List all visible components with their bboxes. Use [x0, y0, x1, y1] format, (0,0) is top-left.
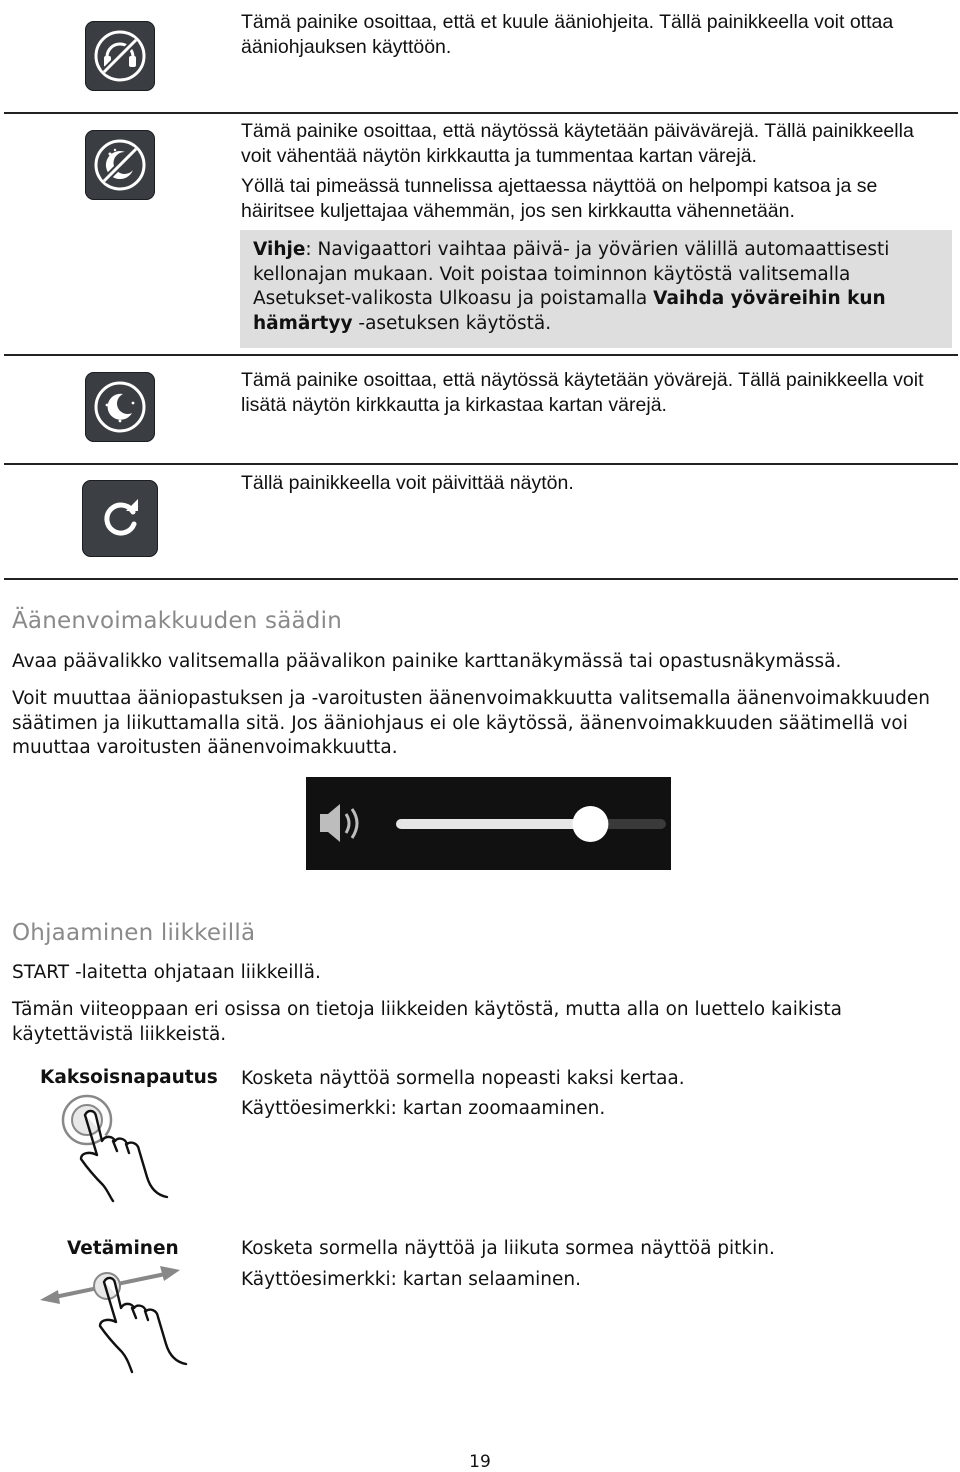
tip-part2: -asetuksen käytöstä. [352, 312, 552, 334]
tip-label: Vihje [253, 239, 306, 260]
tip-part1: Navigaattori vaihtaa päivä- ja yövärien välillä automaattisesti kellonajan mukaan. Voit poistaa toiminnon käytöstä valitsemalla Asetukset-valikosta Ulkoasu ja poistamalla [253, 239, 890, 309]
day-colors-extra: Yöllä tai pimeässä tunnelissa ajettaessa näyttöä on helpompi katsoa ja se häiritsee kuljettajaa vähemmän, jos sen kirkkautta vähennetään. [241, 175, 878, 222]
gestures-paragraph-2: Tämän viiteoppaan eri osissa on tietoja liikkeiden käytöstä, mutta alla on luettelo kaikista käytettävistä liikkeistä. [12, 999, 842, 1045]
gestures-heading: Ohjaaminen liikkeillä [12, 920, 256, 946]
page-number: 19 [469, 1452, 491, 1472]
double-tap-description: Kosketa näyttöä sormella nopeasti kaksi kertaa. [241, 1068, 685, 1089]
speaker-icon [320, 804, 357, 842]
row-divider [4, 354, 958, 356]
drag-description: Kosketa sormella näyttöä ja liikuta sormea näyttöä pitkin. [241, 1238, 775, 1259]
double-tap-label: Kaksoisnapautus [40, 1067, 218, 1088]
sound-off-button [85, 21, 155, 91]
day-colors-description: Tämä painike osoittaa, että näytössä käytetään päivävärejä. Tällä painikkeella voit vähentää näytön kirkkautta ja tummentaa kartan värejä. [241, 120, 914, 167]
tip-box [240, 230, 952, 348]
row-divider [4, 112, 958, 114]
night-colors-button [85, 372, 155, 442]
drag-example: Käyttöesimerkki: kartan selaaminen. [241, 1269, 582, 1290]
drag-label: Vetäminen [67, 1238, 179, 1259]
night-colors-icon [85, 372, 155, 442]
double-tap-example: Käyttöesimerkki: kartan zoomaaminen. [241, 1098, 606, 1119]
slider-knob [572, 806, 608, 842]
sound-off-icon [85, 21, 155, 91]
table-bottom-rule [4, 578, 958, 580]
tip-colon: : [305, 239, 312, 260]
row-divider [4, 463, 958, 465]
sound-off-description: Tämä painike osoittaa, että et kuule ääniohjeita. Tällä painikkeella voit ottaa ääniohjauksen käyttöön. [241, 11, 894, 58]
volume-paragraph-2: Voit muuttaa ääniopastuksen ja -varoitusten äänenvoimakkuutta valitsemalla äänenvoimakkuuden säätimen ja liikuttamalla sitä. Jos ääniohjaus ei ole käytössä, äänenvoimakkuuden säätimellä voi muuttaa varoitusten äänenvoimakkuutta. [12, 688, 930, 758]
night-colors-description: Tämä painike osoittaa, että näytössä käytetään yövärejä. Tällä painikkeella voit lisätä näytön kirkkautta ja kirkastaa kartan värejä. [241, 369, 924, 416]
double-tap-icon [55, 1093, 190, 1203]
volume-slider-graphic [306, 777, 671, 870]
volume-heading: Äänenvoimakkuuden säädin [12, 608, 342, 634]
tip-text [240, 230, 952, 336]
day-colors-button [85, 130, 155, 200]
tip-setting-name: Vaihda yöväreihin kun hämärtyy [253, 288, 886, 334]
refresh-description: Tällä painikkeella voit päivittää näytön. [241, 472, 574, 494]
refresh-button [82, 480, 158, 557]
gestures-paragraph-1: START -laitetta ohjataan liikkeillä. [12, 962, 321, 983]
volume-paragraph-1: Avaa päävalikko valitsemalla päävalikon painike karttanäkymässä tai opastusnäkymässä. [12, 651, 842, 672]
refresh-icon [82, 480, 158, 557]
drag-icon [38, 1264, 198, 1389]
day-colors-icon [85, 130, 155, 200]
slider-fill [396, 819, 590, 829]
volume-slider[interactable] [306, 777, 671, 870]
